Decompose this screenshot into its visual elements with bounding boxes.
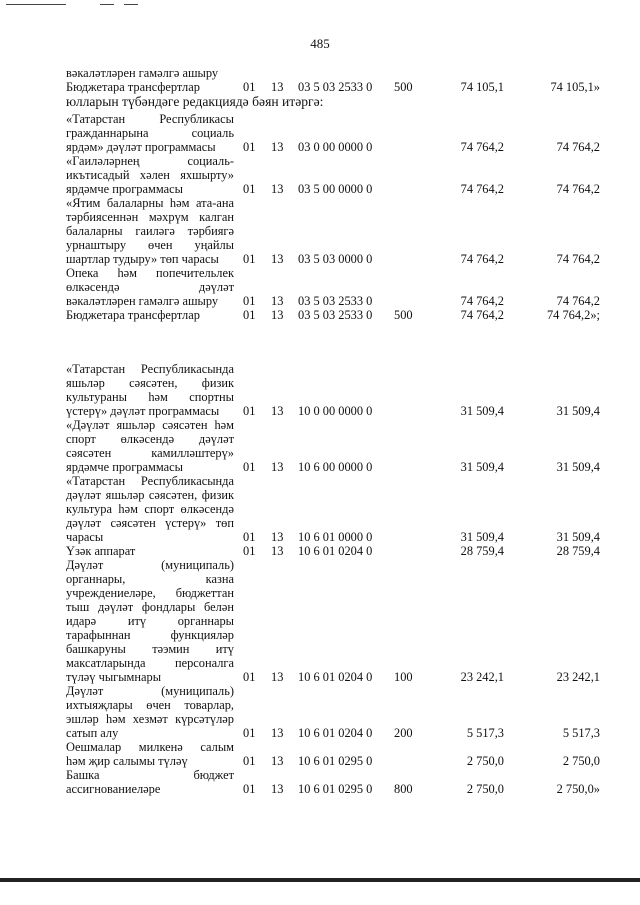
table-row bbox=[0, 600, 640, 614]
table-row bbox=[0, 530, 640, 544]
table-row bbox=[0, 572, 640, 586]
target-code-cell: 10 6 01 0295 0 bbox=[298, 782, 373, 796]
subsection-cell: 13 bbox=[271, 80, 284, 94]
row-label: Дәүләт (муниципаль) bbox=[66, 558, 234, 572]
table-row bbox=[0, 726, 640, 740]
amount-cell-2: 28 759,4 bbox=[556, 544, 600, 558]
table-row bbox=[0, 404, 640, 418]
top-rule bbox=[6, 4, 66, 5]
table-row bbox=[0, 684, 640, 698]
table-row bbox=[0, 474, 640, 488]
table-row bbox=[0, 238, 640, 252]
subsection-cell: 13 bbox=[271, 754, 284, 768]
table-row bbox=[0, 516, 640, 530]
section-cell: 01 bbox=[243, 182, 256, 196]
target-code-cell: 03 0 00 0000 0 bbox=[298, 140, 373, 154]
table-row bbox=[0, 558, 640, 572]
table-row bbox=[0, 418, 640, 432]
amount-cell-2: 74 764,2 bbox=[556, 140, 600, 154]
edit-instruction-text: юлларын түбәндәге редакциядә бәян итәргә: bbox=[66, 94, 324, 109]
table-row bbox=[0, 446, 640, 460]
row-label: үстерү» дәүләт программасы bbox=[66, 404, 220, 418]
row-label: Оешмалар милкенә салым bbox=[66, 740, 234, 754]
subsection-cell: 13 bbox=[271, 404, 284, 418]
target-code-cell: 10 6 01 0204 0 bbox=[298, 670, 373, 684]
amount-cell-1: 5 517,3 bbox=[466, 726, 504, 740]
row-label: «Ятим балаларны һәм ата-ана bbox=[66, 196, 234, 210]
row-label: урнаштыру өчен уңайлы bbox=[66, 238, 234, 252]
page-number: 485 bbox=[310, 36, 330, 51]
subsection-cell: 13 bbox=[271, 530, 284, 544]
amount-cell-1: 74 764,2 bbox=[460, 252, 504, 266]
row-label: балаларны гаиләгә тәрбиягә bbox=[66, 224, 234, 238]
section-cell: 01 bbox=[243, 252, 256, 266]
table-row bbox=[0, 782, 640, 796]
amount-cell-2: 31 509,4 bbox=[556, 460, 600, 474]
row-label: ярдәм» дәүләт программасы bbox=[66, 140, 216, 154]
row-label: «Гаиләләрнең социаль- bbox=[66, 154, 234, 168]
row-label: «Татарстан Республикасында bbox=[66, 362, 234, 376]
row-label: «Татарстан Республикасы bbox=[66, 112, 234, 126]
section-cell: 01 bbox=[243, 294, 256, 308]
table-row bbox=[0, 628, 640, 642]
amount-cell-2: 74 764,2 bbox=[556, 294, 600, 308]
amount-cell-2: 74 764,2»; bbox=[546, 308, 600, 322]
target-code-cell: 03 5 03 0000 0 bbox=[298, 252, 373, 266]
expense-type-cell: 500 bbox=[394, 308, 413, 322]
row-label: яшьләр сәясәтен, физик bbox=[66, 376, 234, 390]
amount-cell-1: 28 759,4 bbox=[460, 544, 504, 558]
table-row bbox=[0, 376, 640, 390]
amount-cell-1: 31 509,4 bbox=[460, 404, 504, 418]
row-label: тыш дәүләт фондлары белән bbox=[66, 600, 234, 614]
row-label: чарасы bbox=[66, 530, 104, 544]
row-label: максатларында персоналга bbox=[66, 656, 234, 670]
table-row bbox=[0, 656, 640, 670]
section-cell: 01 bbox=[243, 754, 256, 768]
expense-type-cell: 100 bbox=[394, 670, 413, 684]
table-row bbox=[0, 95, 640, 109]
row-label: «Татарстан Республикасында bbox=[66, 474, 234, 488]
table-row bbox=[0, 614, 640, 628]
section-cell: 01 bbox=[243, 140, 256, 154]
table-row bbox=[0, 66, 640, 80]
row-label: идарә итү органнары bbox=[66, 614, 234, 628]
table-row bbox=[0, 768, 640, 782]
table-row bbox=[0, 266, 640, 280]
row-label: культура һәм спорт өлкәсендә bbox=[66, 502, 234, 516]
row-label: гражданнарына социаль bbox=[66, 126, 234, 140]
row-label: түләү чыгымнары bbox=[66, 670, 162, 684]
amount-cell-1: 23 242,1 bbox=[460, 670, 504, 684]
amount-cell-1: 2 750,0 bbox=[466, 782, 504, 796]
section-cell: 01 bbox=[243, 782, 256, 796]
table-row bbox=[0, 280, 640, 294]
table-row bbox=[0, 362, 640, 376]
row-label: «Дәүләт яшьләр сәясәтен һәм bbox=[66, 418, 234, 432]
table-row bbox=[0, 80, 640, 94]
amount-cell-2: 74 764,2 bbox=[556, 182, 600, 196]
row-label: спорт өлкәсендә дәүләт bbox=[66, 432, 234, 446]
amount-cell-2: 74 105,1» bbox=[550, 80, 600, 94]
amount-cell-1: 74 764,2 bbox=[460, 308, 504, 322]
row-label: Бюджетара трансфертлар bbox=[66, 308, 200, 322]
row-label: икътисадый хәлен яхшырту» bbox=[66, 168, 234, 182]
amount-cell-2: 31 509,4 bbox=[556, 404, 600, 418]
row-label: культураны һәм спортны bbox=[66, 390, 234, 404]
amount-cell-1: 74 105,1 bbox=[460, 80, 504, 94]
amount-cell-1: 31 509,4 bbox=[460, 530, 504, 544]
amount-cell-2: 5 517,3 bbox=[562, 726, 600, 740]
subsection-cell: 13 bbox=[271, 670, 284, 684]
target-code-cell: 03 5 03 2533 0 bbox=[298, 80, 373, 94]
subsection-cell: 13 bbox=[271, 782, 284, 796]
expense-type-cell: 800 bbox=[394, 782, 413, 796]
row-label: вәкаләтләрен гамәлгә ашыру bbox=[66, 66, 219, 80]
table-row bbox=[0, 502, 640, 516]
table-row bbox=[0, 196, 640, 210]
table-row bbox=[0, 126, 640, 140]
row-label: Бюджетара трансфертлар bbox=[66, 80, 200, 94]
amount-cell-1: 74 764,2 bbox=[460, 182, 504, 196]
table-row bbox=[0, 586, 640, 600]
row-label: Башка бюджет bbox=[66, 768, 234, 782]
row-label: ассигнованиеләре bbox=[66, 782, 161, 796]
row-label: һәм җир салымы түләү bbox=[66, 754, 188, 768]
row-label: тарафыннан функцияләр bbox=[66, 628, 234, 642]
target-code-cell: 03 5 00 0000 0 bbox=[298, 182, 373, 196]
top-rule bbox=[124, 4, 138, 5]
section-cell: 01 bbox=[243, 530, 256, 544]
expense-type-cell: 200 bbox=[394, 726, 413, 740]
row-label: дәүләт сәясәтен үстерү» төп bbox=[66, 516, 234, 530]
row-label: шартлар тудыру» төп чарасы bbox=[66, 252, 219, 266]
amount-cell-2: 31 509,4 bbox=[556, 530, 600, 544]
amount-cell-2: 2 750,0» bbox=[556, 782, 600, 796]
table-row bbox=[0, 140, 640, 154]
table-row bbox=[0, 670, 640, 684]
amount-cell-1: 31 509,4 bbox=[460, 460, 504, 474]
row-label: тәрбиясеннән мәхрүм калган bbox=[66, 210, 234, 224]
amount-cell-1: 74 764,2 bbox=[460, 294, 504, 308]
table-row bbox=[0, 252, 640, 266]
table-row bbox=[0, 112, 640, 126]
subsection-cell: 13 bbox=[271, 140, 284, 154]
row-label: Опека һәм попечительлек bbox=[66, 266, 234, 280]
row-label: Дәүләт (муниципаль) bbox=[66, 684, 234, 698]
row-label: Үзәк аппарат bbox=[66, 544, 136, 558]
target-code-cell: 10 6 01 0000 0 bbox=[298, 530, 373, 544]
table-row bbox=[0, 432, 640, 446]
amount-cell-2: 23 242,1 bbox=[556, 670, 600, 684]
row-label: ярдәмче программасы bbox=[66, 460, 183, 474]
section-cell: 01 bbox=[243, 404, 256, 418]
table-row bbox=[0, 224, 640, 238]
target-code-cell: 10 6 01 0204 0 bbox=[298, 544, 373, 558]
table-row bbox=[0, 740, 640, 754]
row-label: ихтыяҗлары өчен товарлар, bbox=[66, 698, 234, 712]
section-cell: 01 bbox=[243, 726, 256, 740]
subsection-cell: 13 bbox=[271, 544, 284, 558]
section-cell: 01 bbox=[243, 460, 256, 474]
target-code-cell: 03 5 03 2533 0 bbox=[298, 294, 373, 308]
row-label: органнары, казна bbox=[66, 572, 234, 586]
table-row bbox=[0, 294, 640, 308]
section-cell: 01 bbox=[243, 670, 256, 684]
table-row bbox=[0, 698, 640, 712]
table-row bbox=[0, 460, 640, 474]
section-cell: 01 bbox=[243, 308, 256, 322]
row-label: башкаруны тәэмин итү bbox=[66, 642, 234, 656]
amount-cell-2: 2 750,0 bbox=[562, 754, 600, 768]
subsection-cell: 13 bbox=[271, 308, 284, 322]
table-row bbox=[0, 210, 640, 224]
section-cell: 01 bbox=[243, 544, 256, 558]
row-label: эшләр һәм хезмәт күрсәтүләр bbox=[66, 712, 234, 726]
table-row bbox=[0, 642, 640, 656]
table-row bbox=[0, 168, 640, 182]
row-label: вәкаләтләрен гамәлгә ашыру bbox=[66, 294, 219, 308]
target-code-cell: 10 6 01 0295 0 bbox=[298, 754, 373, 768]
target-code-cell: 10 0 00 0000 0 bbox=[298, 404, 373, 418]
row-label: сатып алу bbox=[66, 726, 119, 740]
table-row bbox=[0, 390, 640, 404]
subsection-cell: 13 bbox=[271, 182, 284, 196]
bottom-scan-edge bbox=[0, 878, 640, 882]
amount-cell-2: 74 764,2 bbox=[556, 252, 600, 266]
table-row bbox=[0, 712, 640, 726]
table-row bbox=[0, 308, 640, 322]
subsection-cell: 13 bbox=[271, 726, 284, 740]
table-row bbox=[0, 544, 640, 558]
top-rule bbox=[100, 4, 114, 5]
subsection-cell: 13 bbox=[271, 294, 284, 308]
row-label: сәясәтен камилләштерү» bbox=[66, 446, 234, 460]
subsection-cell: 13 bbox=[271, 460, 284, 474]
target-code-cell: 03 5 03 2533 0 bbox=[298, 308, 373, 322]
amount-cell-1: 74 764,2 bbox=[460, 140, 504, 154]
row-label: дәүләт яшьләр сәясәтен, физик bbox=[66, 488, 234, 502]
row-label: өлкәсендә дәүләт bbox=[66, 280, 234, 294]
table-row bbox=[0, 754, 640, 768]
subsection-cell: 13 bbox=[271, 252, 284, 266]
target-code-cell: 10 6 01 0204 0 bbox=[298, 726, 373, 740]
target-code-cell: 10 6 00 0000 0 bbox=[298, 460, 373, 474]
amount-cell-1: 2 750,0 bbox=[466, 754, 504, 768]
expense-type-cell: 500 bbox=[394, 80, 413, 94]
row-label: учреждениеләре, бюджеттан bbox=[66, 586, 234, 600]
table-row bbox=[0, 488, 640, 502]
table-row bbox=[0, 182, 640, 196]
table-row bbox=[0, 154, 640, 168]
section-cell: 01 bbox=[243, 80, 256, 94]
row-label: ярдәмче программасы bbox=[66, 182, 183, 196]
